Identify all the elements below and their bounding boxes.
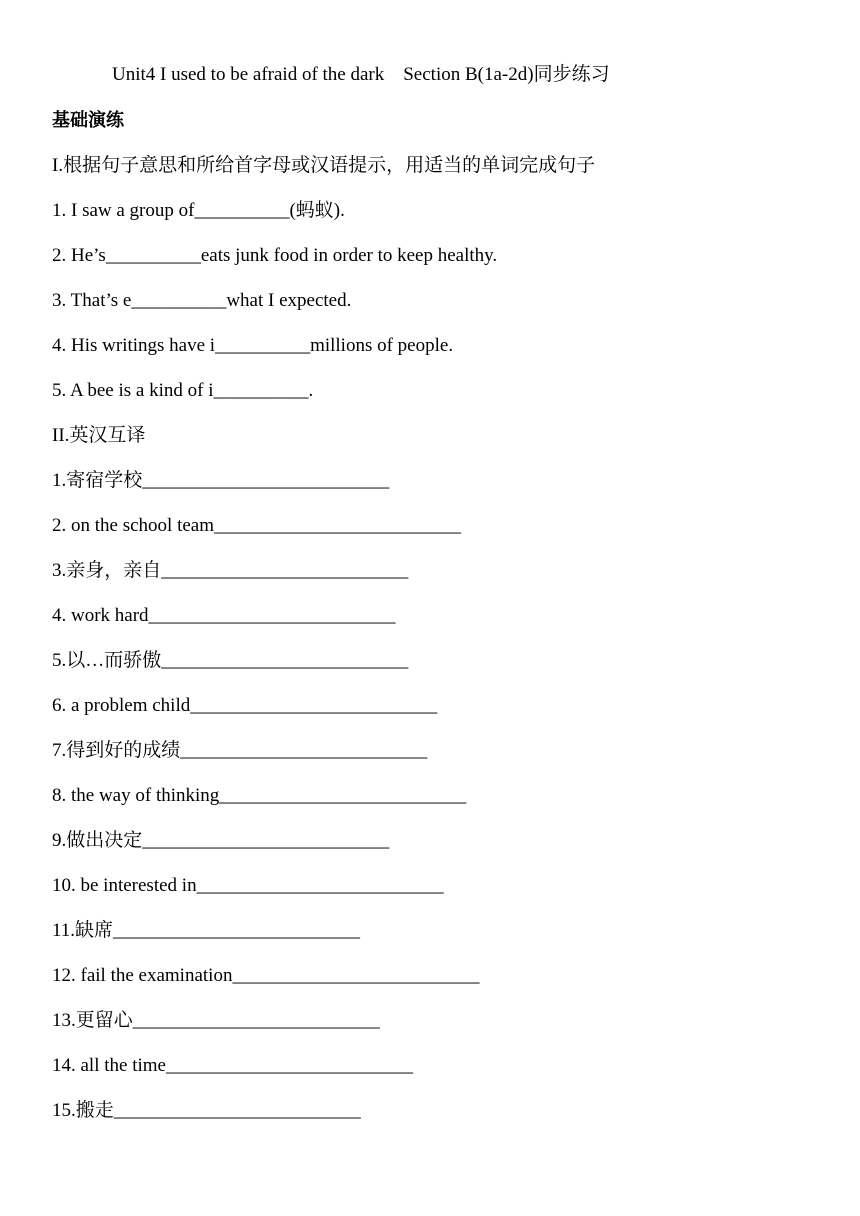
- part2-item: 14. all the time__________________________: [52, 1055, 413, 1076]
- part2-item: 10. be interested in__________________________: [52, 875, 444, 896]
- part2-item: 6. a problem child__________________________: [52, 695, 438, 716]
- part1-instruction: I.根据句子意思和所给首字母或汉语提示，用适当的单词完成句子: [52, 155, 596, 176]
- part2-item: 11.缺席__________________________: [52, 920, 361, 941]
- part2-item: 7.得到好的成绩__________________________: [52, 740, 428, 761]
- part1-item: 4. His writings have i__________millions of people.: [52, 335, 454, 356]
- part2-item: 5.以…而骄傲__________________________: [52, 650, 409, 671]
- page-title: Unit4 I used to be afraid of the dark Section B(1a-2d)同步练习: [112, 64, 610, 85]
- part2-instruction: II.英汉互译: [52, 425, 146, 446]
- part2-item: 8. the way of thinking__________________________: [52, 785, 467, 806]
- part2-item: 13.更留心__________________________: [52, 1010, 380, 1031]
- part1-item: 1. I saw a group of__________(蚂蚁).: [52, 200, 345, 221]
- part2-item: 2. on the school team__________________________: [52, 515, 461, 536]
- part1-item: 2. He’s__________eats junk food in order to keep healthy.: [52, 245, 498, 266]
- part2-item: 3.亲身，亲自__________________________: [52, 560, 409, 581]
- section-heading: 基础演练: [52, 110, 124, 131]
- part2-item: 4. work hard__________________________: [52, 605, 396, 626]
- part2-item: 15.搬走__________________________: [52, 1100, 361, 1121]
- part2-item: 12. fail the examination__________________________: [52, 965, 480, 986]
- part2-item: 9.做出决定__________________________: [52, 830, 390, 851]
- part1-item: 5. A bee is a kind of i__________.: [52, 380, 314, 401]
- part2-item: 1.寄宿学校__________________________: [52, 470, 390, 491]
- part1-item: 3. That’s e__________what I expected.: [52, 290, 352, 311]
